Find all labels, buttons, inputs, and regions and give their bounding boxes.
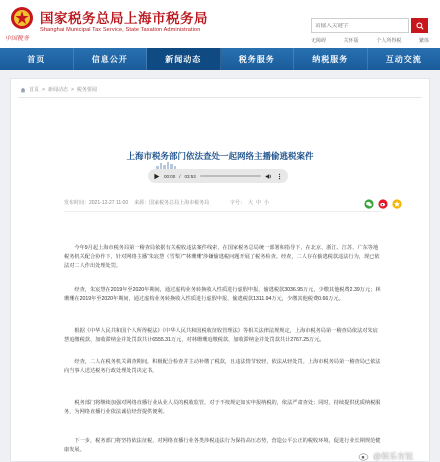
- article-paragraph: 下一步，税务部门将坚持依法征税，对网络直播行业各类涉税违法行为保持高压态势，营造公平公正的税收环境，促进行业长期规范健康发展。: [64, 438, 381, 454]
- article-meta: [64, 199, 209, 206]
- audio-current-time: 00:00: [164, 173, 176, 179]
- font-size-medium[interactable]: 中: [256, 200, 262, 206]
- audio-controls: [148, 169, 288, 183]
- article-paragraph: 税务部门将继续加强对网络直播行业从业人员的税收监管，对于不按规定如实申报纳税的，依法严肃查处；同时，持续提供优质纳税服务，为网络直播行业依法诚信经营提供便利。: [64, 400, 381, 416]
- play-icon[interactable]: [153, 173, 160, 180]
- breadcrumb-tax-news[interactable]: 税务要闻: [76, 87, 97, 93]
- audio-progress-bar[interactable]: [200, 175, 261, 177]
- article-paragraph: 经查，朱宸慧在2019年至2020年期间，通过虚构业务转换收入性质进行虚假申报，偷逃税款3036.95万元，少缴其他税费2.39万元；林珊珊在2019年至2020年期间，通过虚构业务转换收入性质进行虚假申报，偷逃税款1311.94万元，少缴其他税费0.66万元。: [64, 287, 381, 303]
- audio-player: [148, 160, 288, 186]
- nav-info-public[interactable]: 信息公开: [74, 48, 148, 70]
- nav-news[interactable]: 新闻动态: [147, 48, 221, 70]
- top-links: [311, 37, 429, 44]
- home-icon: [20, 87, 26, 93]
- font-size-small[interactable]: 小: [264, 200, 270, 206]
- site-title-en: Shanghai Municipal Tax Service, State Taxation Administration: [40, 27, 201, 33]
- publish-date: 发布时间：2021-12-27 11:00: [64, 200, 129, 206]
- link-accessibility[interactable]: 无障碍: [311, 38, 327, 44]
- search-icon: [416, 22, 424, 30]
- watermark: [358, 450, 413, 462]
- nav-interaction[interactable]: 互动交流: [385, 54, 422, 64]
- search-input[interactable]: [315, 23, 405, 29]
- article-paragraph: 根据《中华人民共和国个人所得税法》《中华人民共和国税收征收管理法》等相关法律法规规定，上海市税务局第一稽查局依法对朱宸慧追缴税款、加收滞纳金并处罚款共计6555.31万元，对林珊珊追缴税款、加收滞纳金并处罚款共计2767.25万元。: [64, 328, 378, 344]
- nav-home[interactable]: 首页: [0, 48, 74, 70]
- share-wechat-icon[interactable]: [364, 196, 374, 206]
- slogan: 中国税务: [5, 36, 30, 42]
- nav-taxpayer-service[interactable]: 纳税服务: [294, 48, 368, 70]
- volume-icon[interactable]: [265, 173, 272, 180]
- article-paragraph: 经查，二人在税务机关调查期间，积极配合检查并主动补缴了税款，且违法情节较轻，依法从轻处罚。上海市税务局第一稽查局已依法向当事人送达税务行政处理处罚决定书。: [64, 359, 381, 375]
- main-nav: [0, 48, 440, 70]
- link-care-version[interactable]: 关怀版: [343, 38, 359, 44]
- site-header: [0, 0, 440, 46]
- breadcrumb-separator: >: [42, 86, 45, 93]
- audio-total-time: 03:53: [184, 173, 196, 179]
- watermark-text: @娱乐有饭: [373, 451, 414, 461]
- audio-time-separator: /: [179, 173, 181, 179]
- breadcrumb: [20, 86, 97, 93]
- share-qzone-icon[interactable]: [392, 196, 402, 206]
- divider: [18, 97, 422, 98]
- font-size-label: 字号：: [230, 200, 246, 206]
- tax-emblem-icon: [10, 6, 34, 30]
- link-income-tax[interactable]: 个人所得税: [376, 38, 402, 44]
- search-box[interactable]: [311, 18, 409, 33]
- article-paragraph: 今年9月起上海市税务局第一稽查局依据有关税收违法案件线索，在国家税务总局统一部署和指导下，在北京、浙江、江苏、广东等地税务机关配合协作下，针对网络主播“朱宸慧（雪梨）”“林珊珊”涉嫌偷逃税问题开展了税务检查。经查，二人存在偷逃税款违法行为，现已依法对二人作出处理处罚。: [64, 245, 380, 270]
- breadcrumb-home[interactable]: 首页: [29, 87, 40, 93]
- breadcrumb-news[interactable]: 新闻动态: [47, 87, 68, 93]
- article-title: 上海市税务部门依法查处一起网络主播偷逃税案件: [126, 151, 314, 161]
- font-size-large[interactable]: 大: [248, 200, 254, 206]
- nav-tax-service[interactable]: 税务服务: [221, 48, 295, 70]
- share-weibo-icon[interactable]: [378, 196, 388, 206]
- link-traditional[interactable]: 繁体: [418, 38, 429, 44]
- more-options-icon[interactable]: [276, 173, 283, 180]
- search-button[interactable]: [411, 18, 428, 33]
- site-title: 国家税务总局上海市税务局: [40, 11, 208, 27]
- audio-wave-icon: [156, 162, 176, 169]
- share-bar: [364, 196, 402, 206]
- weibo-logo-icon: [358, 450, 370, 462]
- article-source: 来源：国家税务总局上海市税务局: [134, 200, 210, 206]
- breadcrumb-separator: >: [70, 86, 74, 93]
- font-size-control: [230, 199, 269, 206]
- divider: [64, 211, 382, 212]
